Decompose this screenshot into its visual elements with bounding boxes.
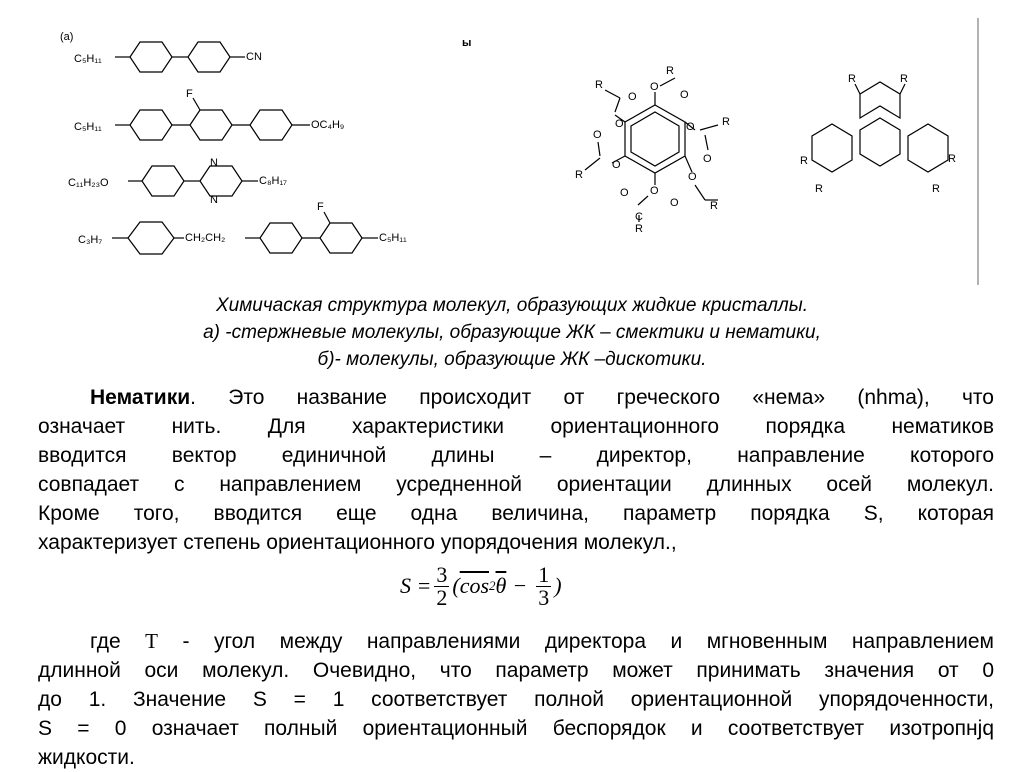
benzene-ring	[188, 42, 230, 72]
benzene-ring	[142, 166, 184, 196]
substituent-r: R	[666, 65, 674, 77]
substituent-r: R	[595, 79, 603, 91]
substituent-r: R	[848, 73, 856, 85]
chemical-structures-figure	[0, 0, 1024, 290]
substituent-r: R	[900, 73, 908, 85]
paragraph-line: означает нить. Для характеристики ориентационного порядка нематиков	[38, 415, 994, 438]
carbonyl-o: O	[620, 187, 629, 199]
pyrimidine-ring	[200, 166, 242, 196]
order-parameter-formula: S = $\frac{3}{2}$ ( $\overline{cos}$ 2 $\overline{\theta}$ − $\frac{1}{3}$ )	[400, 561, 562, 610]
m1-right-group: CN	[246, 51, 262, 63]
carbon: C	[635, 211, 643, 223]
caption-line-2: а) -стержневые молекулы, образующие ЖК – смектики и нематики,	[203, 322, 821, 343]
paragraph-line: совпадает с направлением усредненной ориентации длинных осей молекул.	[38, 473, 994, 496]
paragraph-line: Кроме того, вводится еще одна величина, параметр порядка S, которая	[38, 502, 994, 525]
m4-right-group: C₅H₁₁	[379, 232, 407, 244]
substituent-r: R	[710, 200, 718, 212]
central-ring	[860, 118, 900, 166]
m3-left-group: C₁₁H₂₃O	[68, 177, 109, 189]
substituent-r: R	[948, 153, 956, 165]
outer-ring-top	[860, 82, 900, 118]
m3-ring-n-bottom: N	[210, 194, 218, 206]
hexaester-molecule	[575, 65, 730, 235]
benzene-ring	[250, 110, 292, 140]
substituent-r: R	[815, 183, 823, 195]
molecule-4	[78, 201, 407, 254]
m3-right-group: C₈H₁₇	[259, 175, 287, 187]
panel-label-b: ы	[462, 37, 472, 49]
m3-ring-n-top: N	[210, 157, 218, 169]
paragraph-line: длинной оси молекул. Очевидно, что параметр может принимать значения от 0	[38, 659, 994, 682]
molecule-3	[68, 157, 287, 206]
carbonyl-o: O	[670, 197, 679, 209]
m4-left-group: C₃H₇	[78, 234, 103, 246]
benzene-ring	[190, 110, 232, 140]
paragraph-line: жидкости.	[38, 746, 135, 769]
m2-left-group: C₅H₁₁	[74, 121, 102, 133]
benzene-ring	[130, 110, 172, 140]
caption-line-1: Химичаская структура молекул, образующих жидкие кристаллы.	[215, 295, 808, 316]
formula-lhs: S =	[400, 573, 432, 598]
carbonyl-o: O	[703, 153, 712, 165]
ester-o: O	[612, 159, 621, 171]
benzene-ring	[130, 42, 172, 72]
substituent-r: R	[722, 116, 730, 128]
paragraph-line: Нематики. Это название происходит от греческого «нема» (nhma), что	[90, 386, 994, 409]
m2-fluoro: F	[186, 88, 193, 100]
term-nematics: Нематики	[90, 386, 191, 409]
m4-fluoro: F	[317, 201, 324, 213]
fraction-three-halves: $\frac{3}{2}$	[436, 561, 448, 610]
paragraph-line: S = 0 означает полный ориентационный беспорядок и соответствует изотропнјq	[38, 717, 994, 740]
benzene-ring	[320, 223, 362, 253]
m1-left-group: C₅H₁₁	[74, 53, 102, 65]
carbonyl-o: O	[680, 89, 689, 101]
benzene-ring	[260, 223, 302, 253]
ester-o: O	[615, 118, 624, 130]
molecule-1	[74, 42, 262, 72]
triphenylene-molecule	[800, 73, 956, 195]
carbonyl-o: O	[628, 91, 637, 103]
outer-ring-left	[812, 124, 852, 172]
m4-bridge: CH₂CH₂	[185, 232, 226, 244]
cyclohexane-ring	[128, 222, 174, 254]
ester-o: O	[688, 171, 697, 183]
paragraph-line: до 1. Значение S = 1 соответствует полной ориентационной упорядоченности,	[38, 688, 994, 711]
outer-ring-right	[908, 124, 948, 172]
m2-right-group: OC₄H₉	[311, 119, 345, 131]
structures-svg	[0, 0, 1024, 290]
molecule-2	[74, 88, 344, 140]
caption-line-3: б)- молекулы, образующие ЖК –дискотики.	[317, 349, 707, 370]
core-benzene-ring	[625, 105, 685, 173]
ester-o: O	[650, 185, 659, 197]
panel-label-a: (a)	[60, 31, 74, 43]
figure-caption	[0, 292, 1024, 373]
substituent-r: R	[800, 155, 808, 167]
paragraph-line: где Т - угол между направлениями директора и мгновенным направлением	[90, 629, 994, 653]
carbonyl-o: O	[593, 129, 602, 141]
paragraph-line: характеризует степень ориентационного упорядочения молекул.,	[38, 531, 677, 554]
substituent-r: R	[932, 183, 940, 195]
ester-o: O	[686, 121, 695, 133]
core-aromatic-inner	[631, 112, 679, 166]
paragraph-nematics	[38, 383, 994, 557]
ester-o: O	[650, 81, 659, 93]
substituent-r: R	[575, 169, 583, 181]
paragraph-order-parameter	[38, 627, 994, 772]
fraction-one-third: $\frac{1}{3}$	[538, 561, 550, 610]
angle-symbol: Т	[145, 629, 158, 653]
substituent-r: R	[635, 223, 643, 235]
formula-theta: $\overline{\theta}$	[495, 573, 507, 598]
formula-cos-average: $\overline{cos}$	[459, 573, 490, 598]
paragraph-line: вводится вектор единичной длины – директор, направление которого	[38, 444, 994, 467]
